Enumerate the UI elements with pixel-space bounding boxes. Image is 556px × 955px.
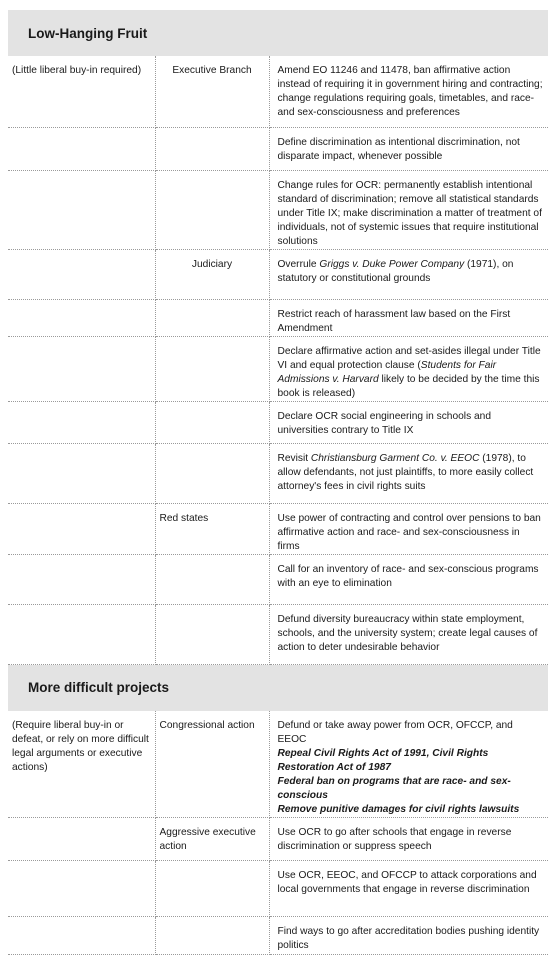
category-cell bbox=[8, 860, 155, 916]
table-row bbox=[8, 860, 548, 916]
table-row bbox=[8, 554, 548, 604]
action-cell: Amend EO 11246 and 11478, ban affirmative action instead of requiring it in government hiring and contracting; change regulations requiring goals, timetables, and race- and sex-consciousness and preferences bbox=[269, 56, 548, 127]
category-cell bbox=[8, 336, 155, 401]
policy-table-page bbox=[8, 10, 548, 955]
action-cell: Declare affirmative action and set-asides illegal under Title VI and equal protection clause (Students for Fair Admissions v. Harvard likely to be decided by the time this book is released) bbox=[269, 336, 548, 401]
action-cell: Change rules for OCR: permanently establish intentional standard of discrimination; remove all statistical standards under Title IX; make discrimination a matter of treatment of individuals, not of systemic issues that require institutional solutions bbox=[269, 170, 548, 249]
action-cell: Declare OCR social engineering in schools and universities contrary to Title IX bbox=[269, 401, 548, 443]
actor-cell: Red states bbox=[155, 503, 269, 554]
section-header-low-hanging-fruit bbox=[8, 10, 548, 56]
table-row bbox=[8, 604, 548, 664]
action-cell: Use OCR to go after schools that engage in reverse discrimination or suppress speech bbox=[269, 817, 548, 860]
action-line: Federal ban on programs that are race- and sex-conscious bbox=[277, 775, 511, 801]
category-cell: (Little liberal buy-in required) bbox=[8, 56, 155, 127]
action-cell: Restrict reach of harassment law based on the First Amendment bbox=[269, 299, 548, 336]
action-cell: Find ways to go after accreditation bodies pushing identity politics bbox=[269, 916, 548, 954]
category-cell bbox=[8, 503, 155, 554]
table-row bbox=[8, 170, 548, 249]
table-row bbox=[8, 916, 548, 954]
actor-cell: Judiciary bbox=[155, 249, 269, 299]
action-cell: Define discrimination as intentional discrimination, not disparate impact, whenever possible bbox=[269, 127, 548, 170]
actor-cell bbox=[155, 443, 269, 503]
action-cell: Use power of contracting and control over pensions to ban affirmative action and race- and sex-consciousness in firms bbox=[269, 503, 548, 554]
table-row bbox=[8, 817, 548, 860]
action-cell bbox=[269, 711, 548, 818]
action-cell: Revisit Christiansburg Garment Co. v. EEOC (1978), to allow defendants, not just plaintiffs, to more easily collect attorney's fees in civil rights suits bbox=[269, 443, 548, 503]
category-cell: (Require liberal buy-in or defeat, or rely on more difficult legal arguments or executive actions) bbox=[8, 711, 155, 818]
category-cell bbox=[8, 554, 155, 604]
section-title: More difficult projects bbox=[28, 680, 170, 695]
action-line: Defund or take away power from OCR, OFCCP, and EEOC bbox=[277, 719, 513, 745]
table-row bbox=[8, 249, 548, 299]
actor-cell bbox=[155, 127, 269, 170]
table-row bbox=[8, 299, 548, 336]
action-cell: Call for an inventory of race- and sex-conscious programs with an eye to elimination bbox=[269, 554, 548, 604]
more-difficult-table bbox=[8, 711, 548, 955]
table-row bbox=[8, 336, 548, 401]
table-row bbox=[8, 443, 548, 503]
case-name: Christiansburg Garment Co. v. EEOC bbox=[310, 452, 480, 464]
category-cell bbox=[8, 249, 155, 299]
action-line: Repeal Civil Rights Act of 1991, Civil Rights Restoration Act of 1987 bbox=[277, 747, 489, 773]
category-cell bbox=[8, 170, 155, 249]
category-cell bbox=[8, 916, 155, 954]
table-row bbox=[8, 56, 548, 127]
table-row bbox=[8, 401, 548, 443]
case-name: Griggs v. Duke Power Company bbox=[319, 258, 465, 270]
action-cell: Use OCR, EEOC, and OFCCP to attack corporations and local governments that engage in reverse discrimination bbox=[269, 860, 548, 916]
case-name: Students for Fair Admissions v. Harvard bbox=[277, 359, 497, 385]
category-cell bbox=[8, 817, 155, 860]
category-cell bbox=[8, 299, 155, 336]
actor-cell bbox=[155, 554, 269, 604]
table-row bbox=[8, 503, 548, 554]
actor-cell bbox=[155, 336, 269, 401]
action-line: Remove punitive damages for civil rights lawsuits bbox=[277, 803, 520, 815]
category-cell bbox=[8, 443, 155, 503]
category-cell bbox=[8, 604, 155, 664]
category-cell bbox=[8, 127, 155, 170]
section-header-more-difficult bbox=[8, 665, 548, 711]
section-title: Low-Hanging Fruit bbox=[28, 25, 148, 41]
actor-cell: Aggressive executive action bbox=[155, 817, 269, 860]
actor-cell bbox=[155, 401, 269, 443]
actor-cell bbox=[155, 916, 269, 954]
category-cell bbox=[8, 401, 155, 443]
action-cell: Defund diversity bureaucracy within state employment, schools, and the university system; create legal causes of action to deter undesirable behavior bbox=[269, 604, 548, 664]
actor-cell bbox=[155, 299, 269, 336]
actor-cell bbox=[155, 604, 269, 664]
actor-cell: Executive Branch bbox=[155, 56, 269, 127]
low-hanging-fruit-table bbox=[8, 56, 548, 665]
table-row bbox=[8, 711, 548, 818]
action-cell: Overrule Griggs v. Duke Power Company (1971), on statutory or constitutional grounds bbox=[269, 249, 548, 299]
actor-cell bbox=[155, 860, 269, 916]
actor-cell bbox=[155, 170, 269, 249]
table-row bbox=[8, 127, 548, 170]
actor-cell: Congressional action bbox=[155, 711, 269, 818]
